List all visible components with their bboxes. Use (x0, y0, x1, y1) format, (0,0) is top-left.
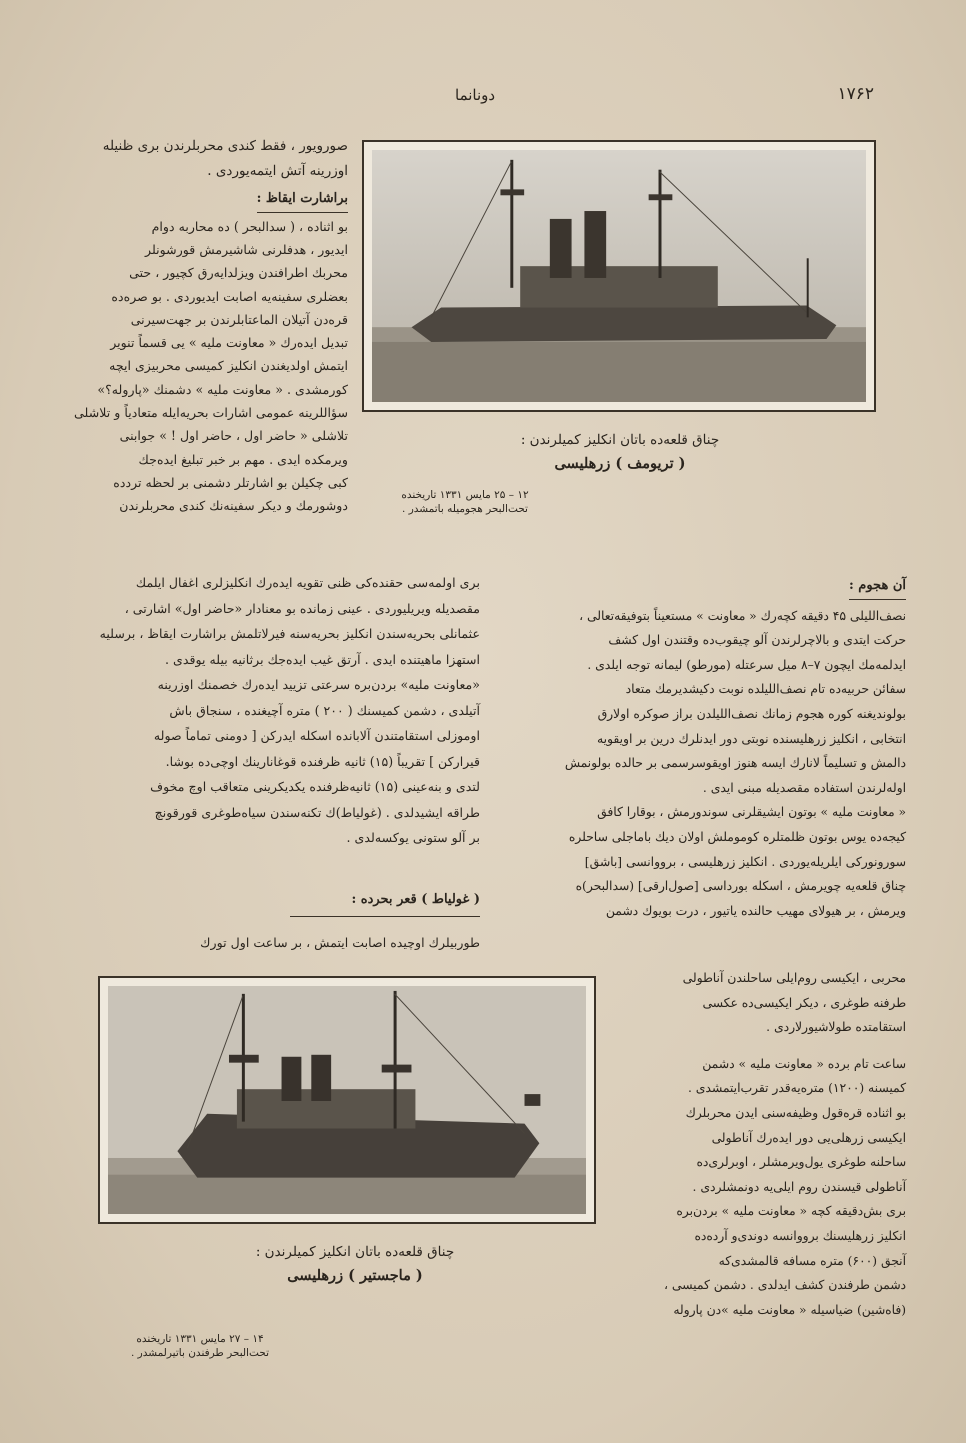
text-column-left (62, 570, 480, 851)
top-photo-note (375, 488, 555, 516)
ship-name: ( ماجستیر ) زرهلیسی (287, 1267, 423, 1284)
text-column-right-narrow (612, 966, 906, 1322)
page-header (0, 84, 966, 114)
battleship-photo-icon (108, 986, 586, 1214)
paragraph: بری اولمه‌سی حقنده‌كی ظنی تقویه ایده‌رك انكلیزلری اغفال ایلمك مقصدیله ویریلیوردی . عینی زمانده بو معنادار «حاضر اول» اشارتی ، عثمانلی بحریه‌سندن انكلیز بحریه‌سنه فیرلاتلمش براشارت ایقاظ ، برسلیه استهزا ماهیتنده ایدی . آرتق غیب ایده‌جك برثانیه بیله یوقدی . «معاونت ملیه» بردن‌بره سرعتی تزیید ایده‌رك خصمنك اوزرینه آتیلدی ، دشمن كمیسنك ( ۲۰۰ ) متره آچیغنده ، سنجاق باش اوموزلی استقامتندن آلابانده اسكله ایدركن [ دومنی تماماً صوله قیراركن ] تقریباً (۱۵) ثانیه ظرفنده قوغانارینك اوچی‌ده بوشا. لتدی و بنه‌عینی (۱۵) ثانیه‌ظرفنده یكدیكرینی متعاقب اوچ مخوف طراقه ایشیدلدی . (غولیاط)ك تكنه‌سندن سیاه‌طوغری قورقونچ بر آلو ستونی یوكسه‌لدی . (99, 575, 480, 845)
top-photo-caption (470, 428, 770, 476)
paragraph: بو اثناده ، ( سدالبحر ) ده محاربه دوام ایدیور ، هدفلرنی شاشیرمش قورشونلر محربك اطرافندن ویزلدایه‌رق كچیور ، حتی بعضلری سفینه‌یه اصابت ایدیوردی . بو صره‌ده قره‌دن آتیلان الماعتابلرندن بر جهت‌سیرنی تبدیل ایده‌رك « معاونت ملیه » یی قسماً تنویر ایتمش اولدیغندن انكلیز كمیسی محربیزی ایچه كورمشدی . « معاونت ملیه » دشمنك «پاروله؟» سؤاللرینه عمومی اشارات بحریه‌ایله متعادیاً و تلاشلی تلاشلی « حاضر اول ، حاضر اول ! » جوابنی ویرمكده ایدی . مهم بر خبر تبلیغ ایده‌جك كبی چكیلن بو اشارتلر دشمنی بر لحظه تردده دوشورمك و دیكر سفینه‌نك كندی محربلرندن (74, 218, 348, 514)
section-heading: براشارت ایقاظ : (257, 186, 348, 212)
text-column-upper (68, 134, 348, 517)
text-column-right (488, 572, 906, 923)
paragraph: ساعت تام برده « معاونت ملیه » دشمن كمیسنه (۱۲۰۰) متره‌یه‌قدر تقرب‌ایتمشدی . بو اثناده قره‌قول وظیفه‌سنی ایدن محربلرك ایكیسی زرهلی‌یی دور ایده‌رك آناطولی ساحلنه طوغری یول‌ویرمشلر ، اوبرلری‌ده آناطولی قیسندن روم ایلی‌یه دونمشلردی . بری بش‌دقیقه كچه « معاونت ملیه » بردن‌بره انكلیز زرهلیسنك برووانسه دوندی‌و آرده‌ده آنجق (۶۰۰) متره مسافه قالمشدی‌كه دشمن طرفندن كشف ایدلدی . دشمن كمیسی ، (فاه‌شین) ضیاسیله « معاونت ملیه »‌دن پاروله (664, 1056, 906, 1317)
top-photo-frame (362, 140, 876, 412)
note-line: تحت‌البحر هجومیله باتمشدر . (402, 503, 528, 515)
paragraph: محربی ، ایكیسی روم‌ایلی ساحلندن آناطولی طرفنه طوغری ، دیكر ایكیسی‌ده عكسی استقامتده طولاشیورلاردی . (682, 971, 906, 1035)
caption-line: چناق قلعه‌ده باتان انكليز كمیلرندن : (520, 432, 720, 448)
paragraph: نصف‌اللیلی ۴۵ دقیقه كچه‌رك « معاونت » مستعیناً بتوفیقه‌تعالی ، حركت ایتدی و بالاچرلرندن آلو چیقوب‌ده وقتندن اول كشف ایدلمه‌مك ایچون ۷–۸ میل سرعتله (مورطو) لیمانه توجه ایلدی . سفائن حربیه‌ده تام نصف‌اللیلده نوبت دكیشدیرمك متعاد بولوندیغنه كوره هجوم زمانك نصف‌اللیلدن براز صوكره اولارق انتخابی ، انكلیز زرهلیسنده نوبتی دور ایدنلرك درین بر اویقویه دالمش و تسلیماً لانارك ایسه هنوز اویقوسرسمی بر حالده بولونمش اوله‌لرندن استفاده مقصدیله مبنی ایدی . « معاونت ملیه » بوتون ایشیقلرنی سوندورمش ، بوقارا كافق كیجه‌ده یوس بوتون ظلمتلره كوموملش اولان دیك باماجلی ساحلره سورونوركی ایلریله‌یوردی . انكلیز زرهلیسی ، برووانسی [باشق] چناق قلعه‌یه چویرمش ، اسكله بورداسی [صول‌ارقی] (سدالبحر)ه ویرمش ، بر هیولای مهیب حالنده یاتیور ، درت بویوك دشمن (564, 608, 906, 918)
paragraph: صورویور ، فقط كندی محربلرندن بری ظنیله اوزرینه آتش ایتمه‌یوردی . (102, 138, 348, 180)
paragraph: طوربیلرك اوچیده اصابت ایتمش ، بر ساعت اول تورك (200, 935, 480, 950)
page-number: ۱۷۶۲ (837, 84, 874, 104)
bottom-photo-caption (205, 1240, 505, 1288)
note-line: ۱۴ – ۲۷ مایس ۱۳۳۱ تاریخنده (136, 1333, 264, 1345)
bottom-photo-note (105, 1332, 295, 1360)
section-rule (290, 916, 480, 917)
bottom-photo-frame (98, 976, 596, 1224)
section-heading: آن هجوم : (849, 574, 906, 600)
note-line: ۱۲ – ۲۵ مایس ۱۳۳۱ تاریخنده (401, 489, 529, 501)
running-title: دونانما (455, 86, 496, 104)
note-line: تحت‌البحر طرفندن باتیرلمشدر . (130, 1347, 269, 1359)
section-heading: ( غولیاط ) قعر بحرده : (351, 892, 480, 907)
ship-name: ( تریومف ) زرهلیسی (554, 455, 686, 472)
caption-line: چناق قلعه‌ده باتان انكليز كمیلرندن : (255, 1244, 455, 1260)
battleship-photo-icon (372, 150, 866, 402)
